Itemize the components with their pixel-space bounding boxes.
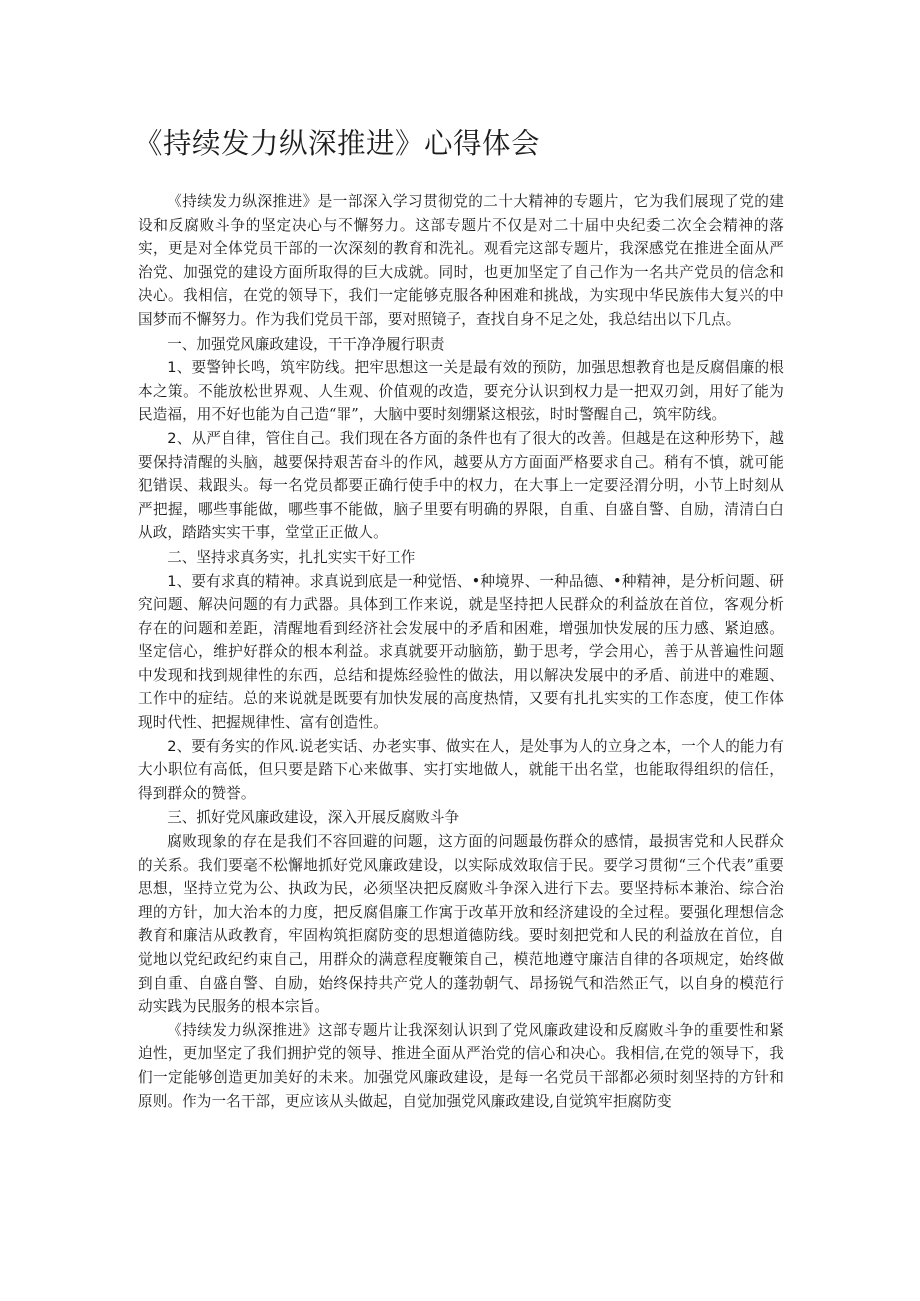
section-3-paragraph-2: 《持续发力纵深推进》这部专题片让我深刻认识到了党风廉政建设和反腐败斗争的重要性和紧迫性，更加坚定了我们拥护党的领导、推进全面从严治党的信心和决心。我相信,在党的领导下，我们一定能够创造更加美好的未来。加强党风廉政建设，是每一名党员干部都必须时刻坚持的方针和原则。作为一名干部，更应该从头做起，自觉加强党风廉政建设,自觉筑牢拒腐防变 xyxy=(138,1021,784,1110)
section-2-paragraph-1 xyxy=(138,570,784,735)
section-1-paragraph-1-lead: 1、要警钟长鸣，筑牢防线。 xyxy=(167,359,355,377)
document-title: 《持续发力纵深推进》心得体会 xyxy=(134,127,541,160)
document-page xyxy=(134,122,784,1113)
section-2-paragraph-1-text: 求真说到底是一种觉悟、•种境界、一种品德、•种精神，是分析问题、研究问题、解决问题的有力武器。具体到工作来说，就是坚持把人民群众的利益放在首位，客观分析存在的问题和差距，清醒地看到经济社会发展中的矛盾和困难，增强加快发展的压力感、紧迫感。坚定信心，维护好群众的根本利益。求真就要开动脑筋，勤于思考，学会用心，善于从普遍性问题中发现和找到规律性的东西，总结和提炼经验性的做法，用以解决发展中的矛盾、前进中的难题、工作中的症结。总的来说就是既要有加快发展的高度热情，又要有扎扎实实的工作态度，使工作体现时代性、把握规律性、富有创造性。 xyxy=(138,572,784,732)
section-2-paragraph-2-lead: 2、要有务实的作风. xyxy=(167,737,299,755)
section-2-paragraph-1-lead: 1、要有求真的精神。 xyxy=(167,572,310,590)
section-1-paragraph-2 xyxy=(138,427,784,545)
section-1-paragraph-2-lead: 2、从严自律，管住 xyxy=(167,429,296,447)
section-1-paragraph-1 xyxy=(138,356,784,427)
section-2-paragraph-2 xyxy=(138,735,784,806)
section-3-heading: 三、抓好党风廉政建设，深入开展反腐败斗争 xyxy=(167,809,460,827)
section-1-paragraph-1-text: 把牢思想这一关是最有效的预防，加强思想教育也是反腐倡廉的根本之策。不能放松世界观、人生观、价值观的改造，要充分认识到权力是一把双刃剑，用好了能为民造福，用不好也能为自己造“罪”，大脑中要时刻绷紧这根弦，时时警醒自己，筑牢防线。 xyxy=(138,359,784,424)
section-2-paragraph-2-text: 说老实话、办老实事、做实在人，是处事为人的立身之本，一个人的能力有大小职位有高低，但只要是踏下心来做事、实打实地做人，就能干出名堂，也能取得组织的信任，得到群众的赞誉。 xyxy=(138,737,784,802)
intro-paragraph: 《持续发力纵深推进》是一部深入学习贯彻党的二十大精神的专题片，它为我们展现了党的建设和反腐败斗争的坚定决心与不懈努力。这部专题片不仅是对二十届中央纪委二次全会精神的落实，更是对全体党员干部的一次深刻的教育和洗礼。观看完这部专题片，我深感党在推进全面从严治党、加强党的建设方面所取得的巨大成就。同时，也更加坚定了自己作为一名共产党员的信念和决心。我相信，在党的领导下，我们一定能够克服各种困难和挑战，为实现中华民族伟大复兴的中国梦而不懈努力。作为我们党员干部，要对照镜子，查找自身不足之处，我总结出以下几点。 xyxy=(138,193,784,328)
section-3-paragraph-1: 腐败现象的存在是我们不容回避的问题，这方面的问题最伤群众的感情，最损害党和人民群众的关系。我们要毫不松懈地抓好党风廉政建设，以实际成效取信于民。要学习贯彻“三个代表”重要思想，坚持立党为公、执政为民，必须坚决把反腐败斗争深入进行下去。要坚持标本兼治、综合治理的方针，加大治本的力度，把反腐倡廉工作寓于改革开放和经济建设的全过程。要强化理想信念教育和廉洁从政教育，牢固构筑拒腐防变的思想道德防线。要时刻把党和人民的利益放在首位，自觉地以党纪政纪约束自己，用群众的满意程度鞭策自己，模范地遵守廉洁自律的各项规定，始终做到自重、自盛自警、自励，始终保持共产党人的蓬勃朝气、昂扬锐气和浩然正气，以自身的模范行动实践为民服务的根本宗旨。 xyxy=(138,833,784,1016)
section-1-paragraph-2-text: 自己。我们现在各方面的条件也有了很大的改善。但越是在这种形势下，越要保持清醒的头脑，越要保持艰苦奋斗的作风，越要从方方面面严格要求自己。稍有不慎，就可能犯错误、栽跟头。每一名党员都要正确行使手中的权力，在大事上一定要泾渭分明，小节上时刻从严把握，哪些事能做，哪些事不能做，脑子里要有明确的界限，自重、自盛自警、自励，清清白白从政，踏踏实实干事，堂堂正正做人。 xyxy=(138,429,784,542)
section-2-heading: 二、坚持求真务实，扎扎实实干好工作 xyxy=(167,548,416,566)
section-1-heading: 一、加强党风廉政建设，干干净净履行职责 xyxy=(167,335,445,353)
